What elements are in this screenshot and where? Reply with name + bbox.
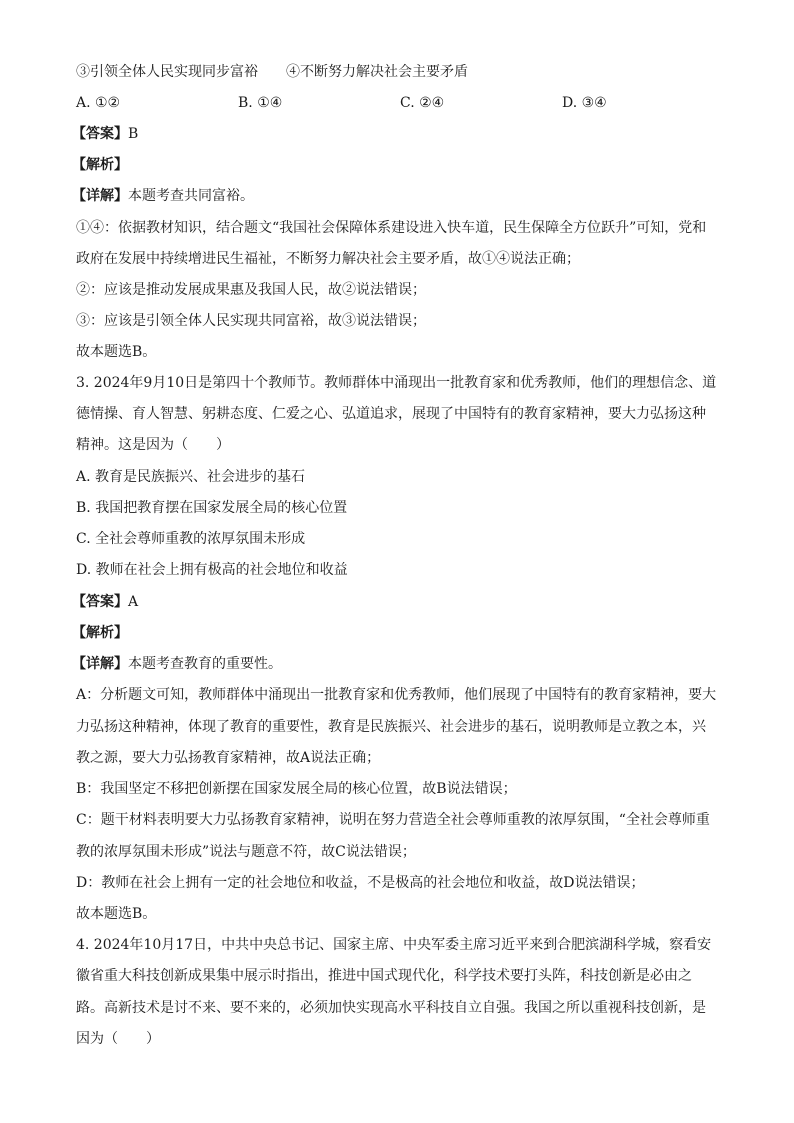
explanation-line: ③：应该是引领全体人民实现共同富裕，故③说法错误； — [76, 313, 426, 329]
question-3-option-b: B. 我国把教育摆在国家发展全局的核心位置 — [76, 500, 348, 516]
choice-b: B. ①④ — [238, 95, 283, 111]
answer-line — [72, 124, 138, 144]
question-3-option-c: C. 全社会尊师重教的浓厚氛围未形成 — [76, 531, 306, 547]
question-3-option-a: A. 教育是民族振兴、社会进步的基石 — [76, 469, 306, 485]
question-3-stem: 德情操、育人智慧、躬耕态度、仁爱之心、弘道追求，展现了中国特有的教育家精神，要大力弘扬这种 — [76, 406, 706, 422]
explanation-line: ②：应该是推动发展成果惠及我国人民，故②说法错误； — [76, 282, 426, 298]
answer-value: B — [128, 126, 139, 142]
detail-line — [72, 186, 254, 206]
question-4-stem: 徽省重大科技创新成果集中展示时指出，推进中国式现代化，科学技术要打头阵，科技创新是必由之 — [76, 968, 692, 984]
explanation-line: 教的浓厚氛围未形成”说法与题意不符，故C说法错误； — [76, 844, 416, 860]
choice-c: C. ②④ — [400, 95, 445, 111]
detail-label: 【详解】 — [72, 188, 128, 204]
explanation-line: A：分析题文可知，教师群体中涌现出一批教育家和优秀教师，他们展现了中国特有的教育家精神，要大 — [76, 687, 717, 703]
question-4-stem: 路。高新技术是讨不来、要不来的，必须加快实现高水平科技自立自强。我国之所以重视科技创新，是 — [76, 1000, 706, 1016]
question-3-option-d: D. 教师在社会上拥有极高的社会地位和收益 — [76, 562, 348, 578]
question-4-stem: 因为（ ） — [76, 1031, 160, 1047]
question-4-stem: 4. 2024年10月17日，中共中央总书记、国家主席、中央军委主席习近平来到合肥滨湖科学城，察看安 — [76, 937, 712, 953]
conclusion-line: 故本题选B。 — [76, 906, 157, 922]
detail-text: 本题考查教育的重要性。 — [128, 656, 282, 672]
explanation-line: 教之源，要大力弘扬教育家精神，故A说法正确； — [76, 750, 381, 766]
analysis-label: 【解析】 — [72, 157, 128, 173]
explanation-line: 政府在发展中持续增进民生福祉，不断努力解决社会主要矛盾，故①④说法正确； — [76, 251, 580, 267]
detail-line — [72, 654, 282, 674]
explanation-line: C：题干材料表明要大力弘扬教育家精神，说明在努力营造全社会尊师重教的浓厚氛围，“全社会尊师重 — [76, 812, 710, 828]
answer-value: A — [128, 594, 139, 610]
question-3-stem: 精神。这是因为（ ） — [76, 437, 230, 453]
choice-a: A. ①② — [76, 95, 121, 111]
explanation-line: ①④：依据教材知识，结合题文“我国社会保障体系建设进入快车道，民生保障全方位跃升”可知，党和 — [76, 220, 707, 236]
detail-text: 本题考查共同富裕。 — [128, 188, 254, 204]
explanation-line: B：我国坚定不移把创新摆在国家发展全局的核心位置，故B说法错误； — [76, 781, 517, 797]
conclusion-line: 故本题选B。 — [76, 344, 157, 360]
choice-d: D. ③④ — [562, 95, 607, 111]
explanation-line: 力弘扬这种精神，体现了教育的重要性，教育是民族振兴、社会进步的基石，说明教师是立教之本，兴 — [76, 719, 706, 735]
question-3-stem: 3. 2024年9月10日是第四十个教师节。教师群体中涌现出一批教育家和优秀教师，他们的理想信念、道 — [76, 375, 717, 391]
answer-label: 【答案】 — [72, 126, 128, 142]
detail-label: 【详解】 — [72, 656, 128, 672]
option-item-3: ③引领全体人民实现同步富裕 — [76, 64, 258, 80]
analysis-label: 【解析】 — [72, 625, 128, 641]
answer-line — [72, 592, 138, 612]
answer-label: 【答案】 — [72, 594, 128, 610]
option-item-4: ④不断努力解决社会主要矛盾 — [286, 64, 468, 80]
explanation-line: D：教师在社会上拥有一定的社会地位和收益，不是极高的社会地位和收益，故D说法错误； — [76, 875, 645, 891]
